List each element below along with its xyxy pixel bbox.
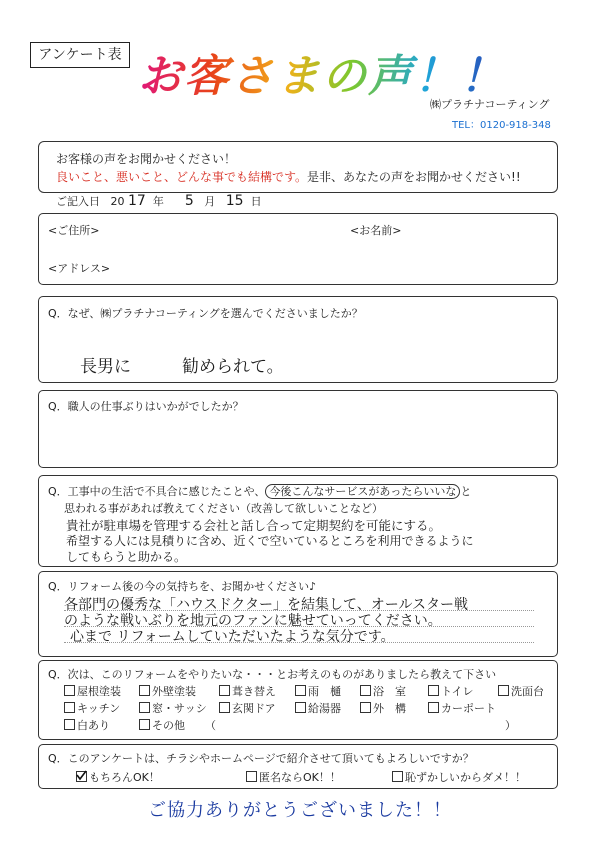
day-label: 日 [250,195,262,208]
checkbox[interactable] [428,702,439,713]
q5-option-reroof[interactable] [219,683,276,699]
checkbox[interactable] [64,702,75,713]
checkbox[interactable] [139,702,150,713]
q5-option-carport[interactable] [428,700,496,716]
q3-answer-1[interactable]: 貴社が駐車場を管理する会社と話し合って定期契約を可能にする。 [66,518,442,533]
option-label: キッチン [77,702,121,715]
q3-question-a: Q．工事中の生活で不具合に感じたことや、 [48,485,266,498]
option-label: 雨 樋 [308,685,341,698]
q5-question: Q．次は、このリフォームをやりたいな・・・とお考えのものがありましたら教えて下さい [48,668,497,681]
address-field-label: <アドレス> [48,262,111,275]
q5-option-water-heater[interactable] [295,700,341,716]
address-box [38,213,558,285]
thanks-message: ご協力ありがとうございました！！ [148,800,452,821]
month-label: 月 [204,195,216,208]
intro-line1: お客様の声をお聞かせください！ [56,152,237,166]
option-label: 玄関ドア [232,702,276,715]
option-label: 恥ずかしいからダメ！！ [405,771,526,784]
q6-option-yes[interactable] [76,769,160,785]
check-icon [76,770,87,781]
q5-option-roof-paint[interactable] [64,683,121,699]
option-label: 外壁塗装 [152,685,196,698]
date-label: ご記入日 [56,195,100,208]
q5-option-toilet[interactable] [428,683,473,699]
option-label: カーポート [441,702,496,715]
q5-option-gutter[interactable] [295,683,341,699]
q1-answer[interactable]: 長男に 勧められて。 [80,357,284,377]
option-label: 葺き替え [232,685,276,698]
q3-question-circled: 今後こんなサービスがあったらいいな [265,484,460,499]
q4-answer-2[interactable]: のような戦いぶりを地元のファンに魅せていってください。 [64,613,442,629]
checkbox[interactable] [139,719,150,730]
option-label: 屋根塗装 [77,685,121,698]
checkbox[interactable] [219,685,230,696]
checkbox[interactable] [246,771,257,782]
checkbox[interactable] [498,685,509,696]
q5-other-open-paren: （ [205,719,216,732]
date-row [56,193,262,209]
day-value[interactable]: 15 [225,193,244,209]
q3-answer-2[interactable]: 希望する人には見積りに含め、近くで空いているところを利用できるように [66,534,474,548]
q6-option-anonymous[interactable] [246,769,341,785]
q5-option-window[interactable] [139,700,207,716]
q6-question: Q．このアンケートは、チラシやホームページで紹介させて頂いてもよろしいですか？ [48,752,474,765]
q5-option-entrance-door[interactable] [219,700,276,716]
year-prefix: 20 [110,195,125,208]
checkbox[interactable] [64,685,75,696]
q5-option-kitchen[interactable] [64,700,120,716]
name-label: <お名前> [350,224,402,237]
address-label: <ご住所> [48,224,100,237]
option-label: 窓・サッシ [152,702,207,715]
q1-question: Q．なぜ、㈱プラチナコーティングを選んでくださいましたか？ [48,307,363,320]
q5-option-termite[interactable] [64,717,110,733]
checkbox[interactable] [360,702,371,713]
q6-option-no[interactable] [392,769,526,785]
q3-answer-3[interactable]: してもらうと助かる。 [66,550,187,564]
intro-line2-rest: 是非、あなたの声をお聞かせください!! [307,170,521,184]
checkbox[interactable] [295,685,306,696]
checkbox-checked[interactable] [76,771,87,782]
q5-option-wall-paint[interactable] [139,683,196,699]
month-value[interactable]: 5 [184,193,194,209]
intro-scroll [38,141,558,193]
q3-question-b: と [460,485,472,498]
option-label: 外 構 [373,702,406,715]
option-label: トイレ [441,685,474,698]
checkbox[interactable] [392,771,403,782]
q5-option-washbasin[interactable] [498,683,544,699]
checkbox[interactable] [428,685,439,696]
q2-question: Q．職人の仕事ぶりはいかがでしたか？ [48,400,244,413]
q4-answer-1[interactable]: 各部門の優秀な「ハウスドクター」を結集して、オールスター戦 [64,597,469,613]
year-label: 年 [152,195,164,208]
option-label: 給湯器 [308,702,341,715]
checkbox[interactable] [360,685,371,696]
q3-question-line2: 思われる事があれば教えてください（改善して欲しいことなど） [64,502,383,515]
checkbox[interactable] [295,702,306,713]
option-label: 匿名ならOK！！ [259,771,341,784]
option-label: 洗面台 [511,685,544,698]
checkbox[interactable] [64,719,75,730]
q5-option-exterior[interactable] [360,700,406,716]
intro-line2-red: 良いこと、悪いこと、どんな事でも結構です。 [56,170,308,184]
q5-option-bathroom[interactable] [360,683,406,699]
checkbox[interactable] [139,685,150,696]
option-label: その他 [152,719,185,732]
option-label: もちろんOK！ [89,771,160,784]
option-label: 白あり [77,719,110,732]
checkbox[interactable] [219,702,230,713]
q4-question: Q．リフォーム後の今の気持ちを、お聞かせください♪ [48,580,317,593]
q3-question [48,483,471,499]
q4-answer-3[interactable]: 心まで リフォームしていただいたような気分です。 [70,629,395,645]
q5-other-close-paren: ） [505,719,516,732]
intro-line2 [56,168,521,185]
company-tel: TEL：0120-918-348 [452,120,551,131]
survey-tag: アンケート表 [30,42,130,68]
company-name: ㈱プラチナコーティング [430,98,550,111]
q5-option-other[interactable] [139,717,185,733]
option-label: 浴 室 [373,685,406,698]
page-title: お客さまの声！！ [138,40,506,104]
year-value[interactable]: 17 [128,193,146,209]
